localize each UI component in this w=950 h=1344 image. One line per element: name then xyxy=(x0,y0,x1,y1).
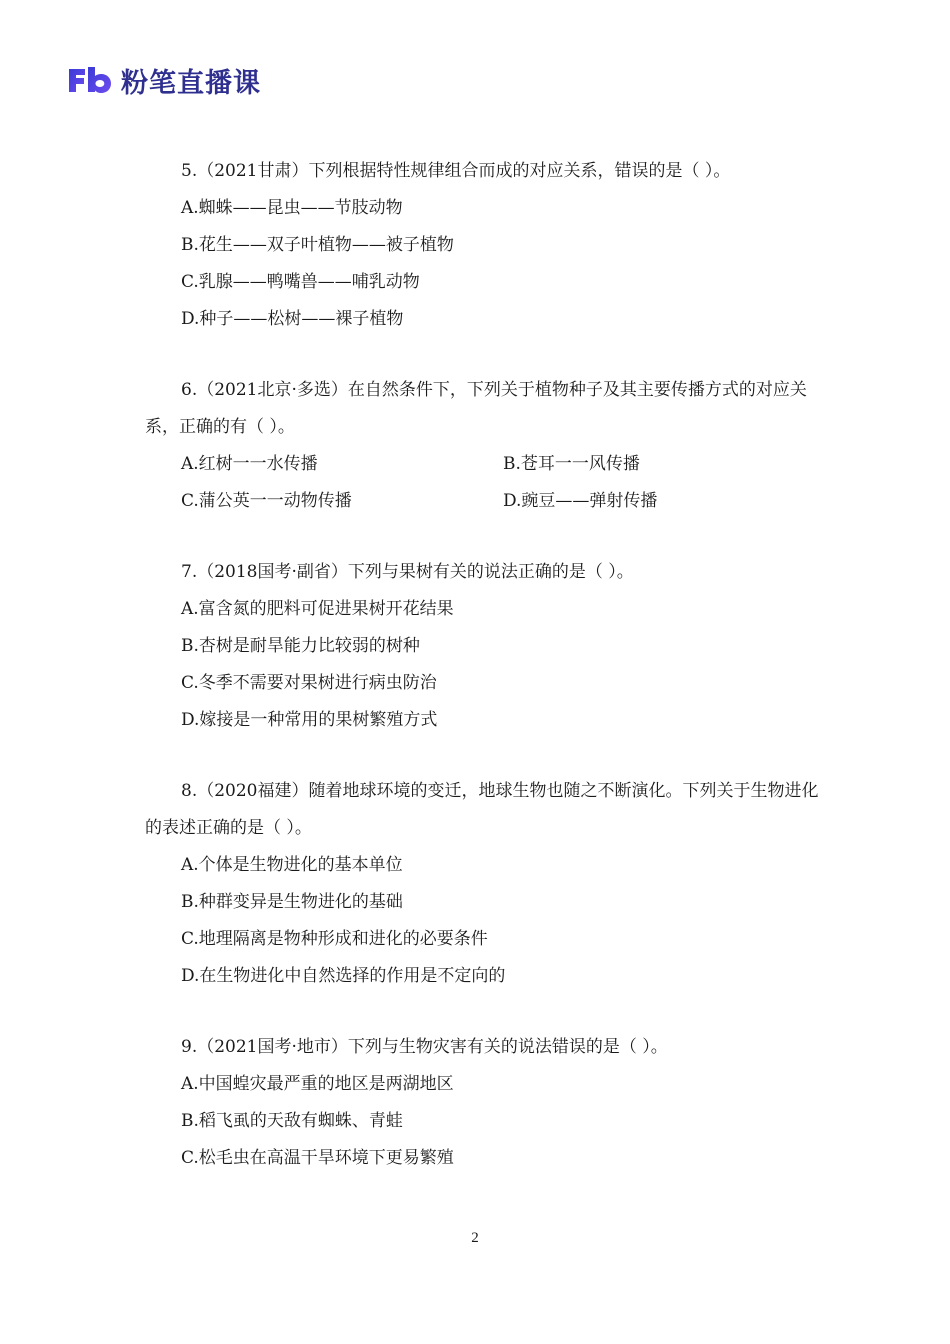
question-8 xyxy=(145,773,825,995)
header xyxy=(67,62,261,98)
question-5 xyxy=(145,153,825,338)
option-c: C.冬季不需要对果树进行病虫防治 xyxy=(181,673,437,693)
option-b: B.稻飞虱的天敌有蜘蛛、青蛙 xyxy=(181,1111,403,1131)
option-a: A.中国蝗灾最严重的地区是两湖地区 xyxy=(181,1074,454,1094)
option-d: D.豌豆——弹射传播 xyxy=(503,491,658,511)
question-list xyxy=(145,153,825,1211)
option-d: D.在生物进化中自然选择的作用是不定向的 xyxy=(181,966,506,986)
brand-name: 粉笔直播课 xyxy=(121,67,261,99)
option-b: B.杏树是耐旱能力比较弱的树种 xyxy=(181,636,420,656)
page-number: 2 xyxy=(471,1230,479,1246)
question-stem: 9.（2021国考·地市）下列与生物灾害有关的说法错误的是（ ）。 xyxy=(181,1037,668,1057)
option-c: C.地理隔离是物种形成和进化的必要条件 xyxy=(181,929,488,949)
option-a: A.富含氮的肥料可促进果树开花结果 xyxy=(181,599,454,619)
option-a: A.红树一一水传播 xyxy=(181,454,318,474)
question-stem: 6.（2021北京·多选）在自然条件下，下列关于植物种子及其主要传播方式的对应关系，正确的有（ ）。 xyxy=(145,380,807,437)
option-c: C.松毛虫在高温干旱环境下更易繁殖 xyxy=(181,1148,454,1168)
question-9 xyxy=(145,1029,825,1177)
question-stem: 5.（2021甘肃）下列根据特性规律组合而成的对应关系，错误的是（ ）。 xyxy=(181,161,731,181)
option-a: A.蜘蛛——昆虫——节肢动物 xyxy=(181,198,403,218)
option-row xyxy=(145,446,825,483)
question-stem: 7.（2018国考·副省）下列与果树有关的说法正确的是（ ）。 xyxy=(181,562,634,582)
option-c: C.蒲公英一一动物传播 xyxy=(181,491,352,511)
fenbi-logo-icon xyxy=(67,64,113,96)
option-b: B.苍耳一一风传播 xyxy=(503,454,640,474)
question-6 xyxy=(145,372,825,520)
option-d: D.嫁接是一种常用的果树繁殖方式 xyxy=(181,710,438,730)
option-d: D.种子——松树——裸子植物 xyxy=(181,309,404,329)
option-b: B.种群变异是生物进化的基础 xyxy=(181,892,403,912)
option-c: C.乳腺——鸭嘴兽——哺乳动物 xyxy=(181,272,420,292)
question-stem: 8.（2020福建）随着地球环境的变迁，地球生物也随之不断演化。下列关于生物进化的表述正确的是（ ）。 xyxy=(145,781,819,838)
option-a: A.个体是生物进化的基本单位 xyxy=(181,855,403,875)
option-row xyxy=(145,483,825,520)
option-b: B.花生——双子叶植物——被子植物 xyxy=(181,235,454,255)
question-7 xyxy=(145,554,825,739)
